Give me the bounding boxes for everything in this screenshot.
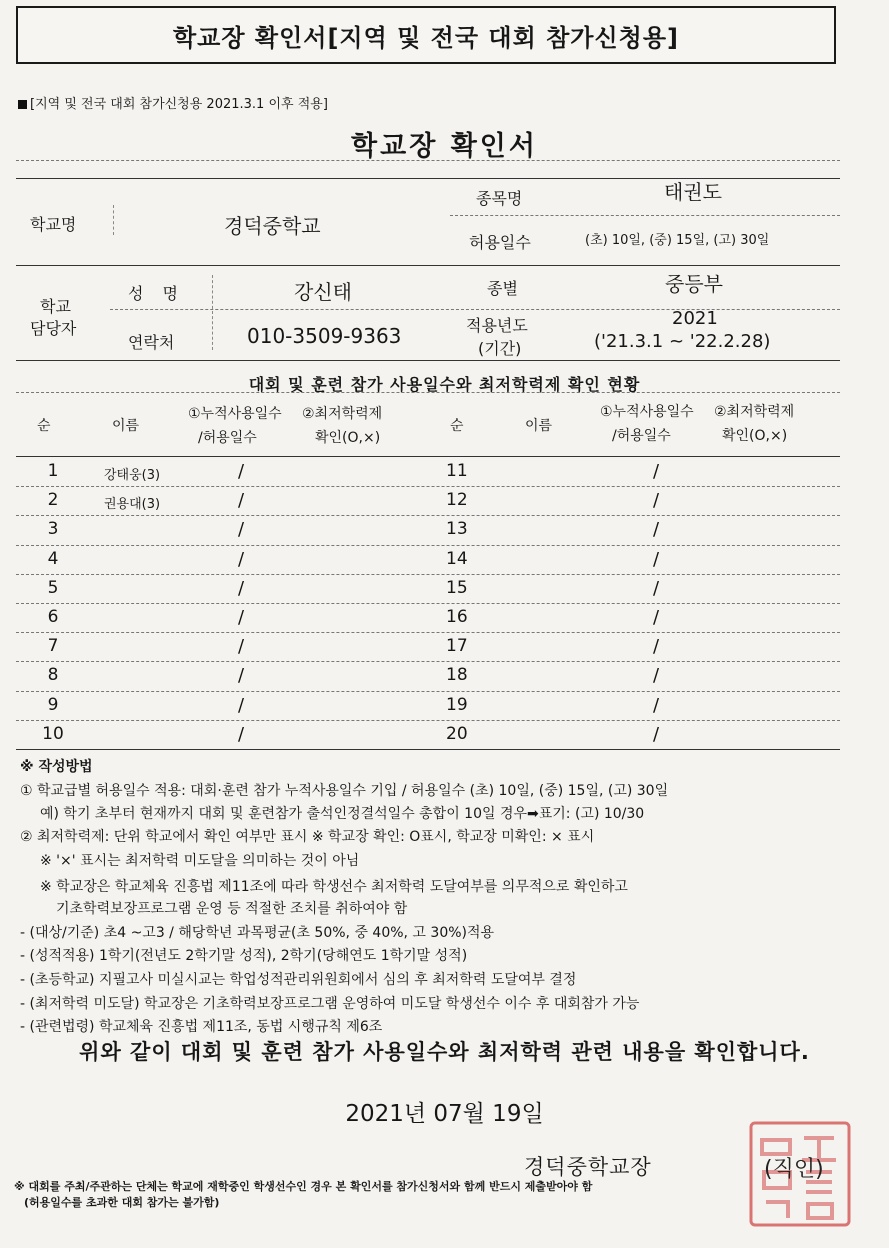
row-number: 8 <box>47 665 59 685</box>
year-value-line2: ('21.3.1 ~ '22.2.28) <box>594 331 771 352</box>
col-days-right-1: ①누적사용일수 <box>600 404 694 420</box>
row-number: 17 <box>446 636 468 656</box>
instructions-heading: ※ 작성방법 <box>20 759 93 775</box>
banner-title: 학교장 확인서[지역 및 전국 대회 참가신청용] <box>172 23 680 52</box>
row-number: 16 <box>446 607 468 627</box>
event-value: 태권도 <box>664 180 722 204</box>
col-check-left-1: ②최저학력제 <box>302 406 383 422</box>
col-no-left: 순 <box>37 418 51 434</box>
row-divider <box>16 661 840 662</box>
subnote <box>18 93 328 112</box>
instruction-line: ① 학교급별 허용일수 적용: 대회·훈련 참가 누적사용일수 기입 / 허용일수 (초) 10일, (중) 15일, (고) 30일 <box>20 783 669 799</box>
row-number: 7 <box>47 636 59 656</box>
seal-label: (직인) <box>764 1157 824 1182</box>
row-divider <box>16 691 840 692</box>
instruction-line: ※ 학교장은 학교체육 진흥법 제11조에 따라 학생선수 최저학력 도달여부를 의무적으로 확인하고 <box>40 879 628 895</box>
event-label: 종목명 <box>476 189 523 208</box>
days-slash: / <box>238 490 245 511</box>
row-number: 14 <box>446 549 468 569</box>
name-label: 성 명 <box>128 284 178 303</box>
section-title: 대회 및 훈련 참가 사용일수와 최저학력제 확인 현황 <box>248 375 641 394</box>
divider <box>16 160 840 161</box>
divider <box>16 392 840 393</box>
col-days-left-2: /허용일수 <box>198 430 257 446</box>
subnote-text: [지역 및 전국 대회 참가신청용 2021.3.1 이후 적용] <box>30 97 328 112</box>
row-divider <box>16 545 840 546</box>
divider <box>16 265 840 266</box>
category-label: 종별 <box>487 279 518 298</box>
row-number: 12 <box>446 490 468 510</box>
divider <box>450 215 840 216</box>
days-slash: / <box>653 724 660 745</box>
row-number: 11 <box>446 461 468 481</box>
days-slash: / <box>653 549 660 570</box>
row-number: 1 <box>47 461 59 481</box>
row-divider <box>16 574 840 575</box>
instruction-line: 예) 학기 초부터 현재까지 대회 및 훈련참가 출석인정결석일수 총합이 10일 경우➡표기: (고) 10/30 <box>40 806 645 822</box>
row-number: 2 <box>47 490 59 510</box>
row-divider <box>16 603 840 604</box>
instruction-line: 기초학력보장프로그램 운영 등 적절한 조치를 취하여야 함 <box>56 901 408 917</box>
allowed-days-label: 허용일수 <box>469 233 531 252</box>
days-slash: / <box>653 519 660 540</box>
school-label: 학교명 <box>30 215 77 234</box>
col-days-right-2: /허용일수 <box>612 428 671 444</box>
instruction-line: - (관련법령) 학교체육 진흥법 제11조, 동법 시행규칙 제6조 <box>20 1019 383 1035</box>
divider <box>16 456 840 457</box>
row-divider <box>16 486 840 487</box>
col-days-left-1: ①누적사용일수 <box>188 406 282 422</box>
document-banner <box>16 6 836 64</box>
square-bullet-icon <box>18 100 27 109</box>
days-slash: / <box>238 695 245 716</box>
days-slash: / <box>653 665 660 686</box>
row-number: 5 <box>47 578 59 598</box>
row-divider <box>16 632 840 633</box>
year-value-line1: 2021 <box>672 308 718 329</box>
manager-label-line1: 학교 <box>40 297 71 316</box>
days-slash: / <box>238 519 245 540</box>
instruction-line: ※ '×' 표시는 최저학력 미도달을 의미하는 것이 아님 <box>40 853 360 869</box>
row-divider <box>16 720 840 721</box>
contact-label: 연락처 <box>128 333 175 352</box>
issue-date: 2021년 07월 19일 <box>345 1101 544 1127</box>
principal-name: 경덕중학교장 <box>524 1155 652 1179</box>
student-name: 권용대(3) <box>104 497 161 512</box>
days-slash: / <box>238 607 245 628</box>
days-slash: / <box>238 578 245 599</box>
col-check-right-1: ②최저학력제 <box>714 404 795 420</box>
col-check-right-2: 확인(O,×) <box>722 428 788 444</box>
instruction-line: - (최저학력 미도달) 학교장은 기초학력보장프로그램 운영하여 미도달 학생선수 이수 후 대회참가 가능 <box>20 996 640 1012</box>
manager-label-line2: 담당자 <box>30 319 77 338</box>
year-label-line1: 적용년도 <box>466 316 528 335</box>
contact-value: 010-3509-9363 <box>247 324 402 348</box>
instruction-line: - (성적적용) 1학기(전년도 2학기말 성적), 2학기(당해연도 1학기말 성적) <box>20 948 468 964</box>
name-value: 강신태 <box>294 280 352 304</box>
days-slash: / <box>238 461 245 482</box>
row-number: 18 <box>446 665 468 685</box>
days-slash: / <box>653 461 660 482</box>
divider <box>16 360 840 361</box>
row-number: 19 <box>446 695 468 715</box>
days-slash: / <box>653 490 660 511</box>
divider <box>110 309 840 310</box>
year-label-line2: (기간) <box>478 339 522 358</box>
instruction-line: - (대상/기준) 초4 ~고3 / 해당학년 과목평균(초 50%, 중 40%, 고 30%)적용 <box>20 925 495 941</box>
allowed-days-value: (초) 10일, (중) 15일, (고) 30일 <box>585 233 770 248</box>
days-slash: / <box>238 665 245 686</box>
days-slash: / <box>653 578 660 599</box>
category-value: 중등부 <box>665 272 723 296</box>
page-title: 학교장 확인서 <box>351 131 538 162</box>
instruction-line: ② 최저학력제: 단위 학교에서 확인 여부만 표시 ※ 학교장 확인: O표시, 학교장 미확인: × 표시 <box>20 829 595 845</box>
col-name-right: 이름 <box>525 418 553 434</box>
days-slash: / <box>653 695 660 716</box>
divider <box>113 205 114 235</box>
confirmation-statement: 위와 같이 대회 및 훈련 참가 사용일수와 최저학력 관련 내용을 확인합니다. <box>79 1040 810 1064</box>
divider <box>212 275 213 350</box>
days-slash: / <box>653 607 660 628</box>
school-value: 경덕중학교 <box>224 214 321 238</box>
row-number: 20 <box>446 724 468 744</box>
days-slash: / <box>653 636 660 657</box>
row-number: 9 <box>47 695 59 715</box>
row-number: 3 <box>47 519 59 539</box>
days-slash: / <box>238 724 245 745</box>
days-slash: / <box>238 636 245 657</box>
row-number: 10 <box>42 724 64 744</box>
student-name: 강태웅(3) <box>104 468 161 483</box>
row-number: 13 <box>446 519 468 539</box>
row-divider <box>16 515 840 516</box>
col-name-left: 이름 <box>112 418 140 434</box>
row-number: 15 <box>446 578 468 598</box>
footer-note-2: (허용일수를 초과한 대회 참가는 불가함) <box>24 1196 220 1209</box>
row-number: 4 <box>47 549 59 569</box>
col-check-left-2: 확인(O,×) <box>315 430 381 446</box>
instruction-line: - (초등학교) 지필고사 미실시교는 학업성적관리위원회에서 심의 후 최저학력 도달여부 결정 <box>20 972 577 988</box>
row-number: 6 <box>47 607 59 627</box>
divider <box>16 749 840 750</box>
footer-note-1: ※ 대회를 주최/주관하는 단체는 학교에 재학중인 학생선수인 경우 본 확인서를 참가신청서와 함께 반드시 제출받아야 함 <box>14 1180 593 1193</box>
col-no-right: 순 <box>450 418 464 434</box>
days-slash: / <box>238 549 245 570</box>
